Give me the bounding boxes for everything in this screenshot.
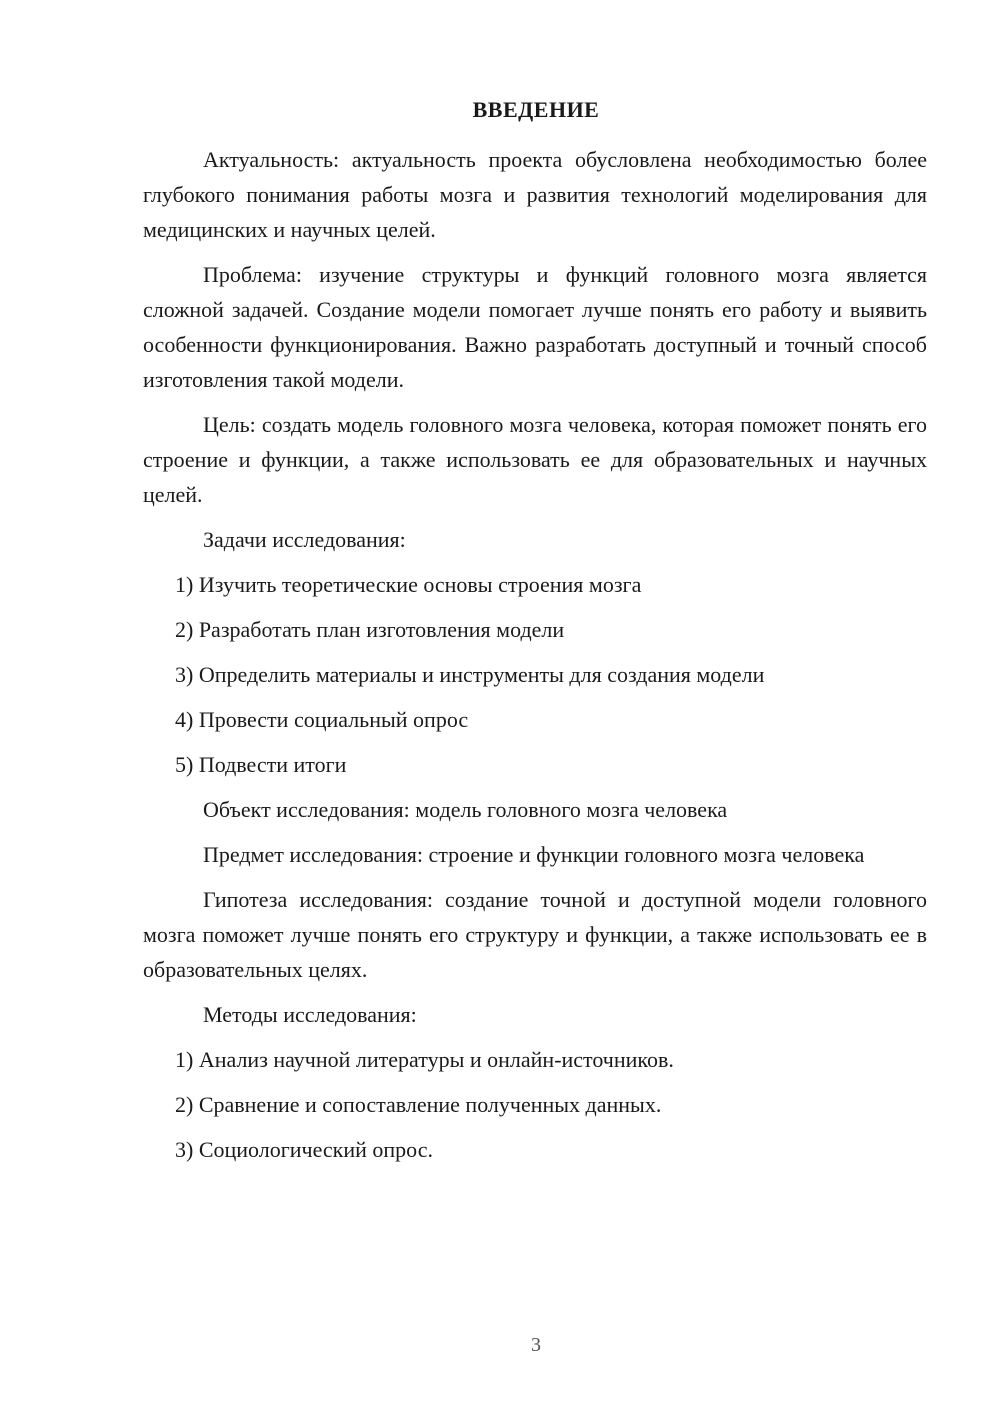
hypothesis-paragraph: Гипотеза исследования: создание точной и доступной модели головного мозга поможет лучше понять его структуру и функции, а также использовать ее в образовательных целях. bbox=[143, 887, 927, 982]
task-item: 2) Разработать план изготовления модели bbox=[175, 617, 565, 642]
section-heading: ВВЕДЕНИЕ bbox=[472, 97, 600, 122]
problem-paragraph: Проблема: изучение структуры и функций головного мозга является сложной задачей. Создание модели помогает лучше понять его работу и выявить особенности функционирования. Важно разработать доступный и точный способ изготовления такой модели. bbox=[143, 262, 927, 392]
method-item: 3) Социологический опрос. bbox=[175, 1137, 433, 1162]
methods-list bbox=[143, 1042, 927, 1167]
task-item: 1) Изучить теоретические основы строения мозга bbox=[175, 572, 642, 597]
task-item: 5) Подвести итоги bbox=[175, 752, 347, 777]
relevance-paragraph: Актуальность: актуальность проекта обусловлена необходимостью более глубокого понимания работы мозга и развития технологий моделирования для медицинских и научных целей. bbox=[143, 147, 927, 242]
page-number: 3 bbox=[531, 1334, 541, 1356]
tasks-list bbox=[143, 567, 927, 782]
methods-title: Методы исследования: bbox=[203, 1002, 417, 1027]
tasks-title: Задачи исследования: bbox=[203, 527, 406, 552]
method-item: 2) Сравнение и сопоставление полученных данных. bbox=[175, 1092, 662, 1117]
task-item: 4) Провести социальный опрос bbox=[175, 707, 469, 732]
object-paragraph: Объект исследования: модель головного мозга человека bbox=[203, 797, 728, 822]
goal-paragraph: Цель: создать модель головного мозга человека, которая поможет понять его строение и функции, а также использовать ее для образовательных и научных целей. bbox=[143, 412, 927, 507]
subject-paragraph: Предмет исследования: строение и функции головного мозга человека bbox=[203, 842, 865, 867]
task-item: 3) Определить материалы и инструменты для создания модели bbox=[175, 662, 765, 687]
document-body bbox=[143, 142, 927, 1177]
method-item: 1) Анализ научной литературы и онлайн-источников. bbox=[175, 1047, 674, 1072]
